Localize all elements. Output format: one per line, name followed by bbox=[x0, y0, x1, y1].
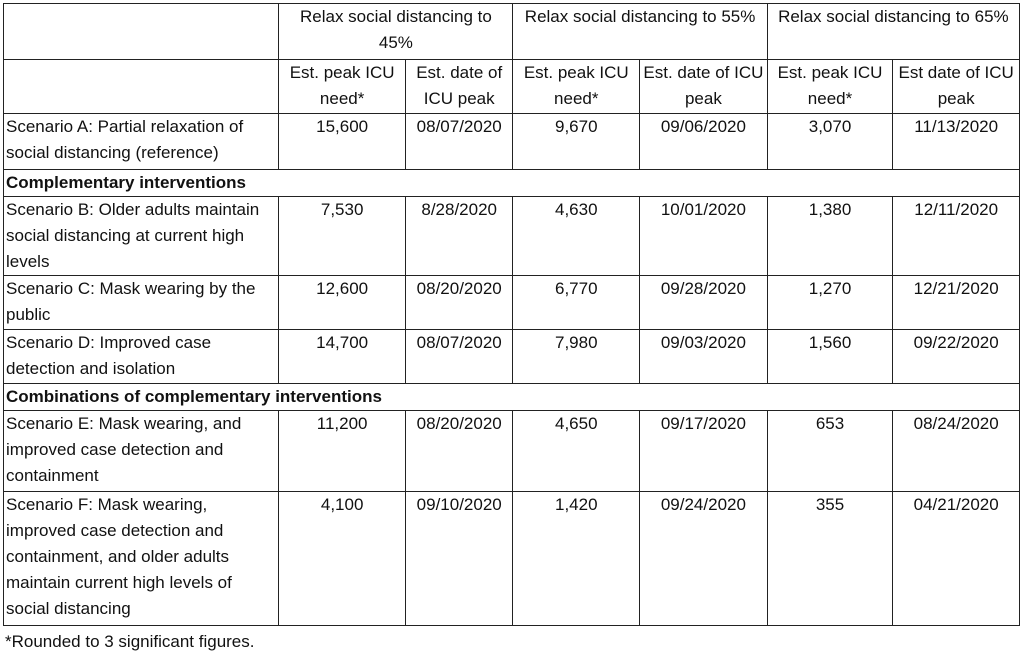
peak-45: 15,600 bbox=[279, 114, 406, 170]
table-row-scenario-c bbox=[4, 276, 1020, 330]
table-row-scenario-e bbox=[4, 411, 1020, 492]
peak-45: 14,700 bbox=[279, 330, 406, 384]
subheader-peak-45: Est. peak ICU need* bbox=[279, 60, 406, 114]
date-65: 12/11/2020 bbox=[893, 197, 1020, 276]
peak-45: 7,530 bbox=[279, 197, 406, 276]
subheader-peak-55: Est. peak ICU need* bbox=[513, 60, 640, 114]
peak-45: 11,200 bbox=[279, 411, 406, 492]
peak-65: 1,270 bbox=[767, 276, 893, 330]
header-group-45: Relax social distancing to 45% bbox=[279, 4, 513, 60]
date-45: 09/10/2020 bbox=[405, 492, 513, 626]
date-55: 09/06/2020 bbox=[640, 114, 768, 170]
date-45: 08/07/2020 bbox=[405, 114, 513, 170]
peak-55: 7,980 bbox=[513, 330, 640, 384]
subheader-date-65: Est date of ICU peak bbox=[893, 60, 1020, 114]
section-heading: Combinations of complementary interventions bbox=[4, 384, 1020, 411]
table-row-scenario-a bbox=[4, 114, 1020, 170]
peak-55: 4,630 bbox=[513, 197, 640, 276]
section-heading: Complementary interventions bbox=[4, 170, 1020, 197]
table-row-scenario-d bbox=[4, 330, 1020, 384]
date-65: 08/24/2020 bbox=[893, 411, 1020, 492]
header-group-65: Relax social distancing to 65% bbox=[767, 4, 1019, 60]
section-row-combinations bbox=[4, 384, 1020, 411]
header-sub-row bbox=[4, 60, 1020, 114]
date-45: 08/20/2020 bbox=[405, 276, 513, 330]
peak-65: 1,380 bbox=[767, 197, 893, 276]
date-65: 11/13/2020 bbox=[893, 114, 1020, 170]
date-55: 09/28/2020 bbox=[640, 276, 768, 330]
header-blank-cell bbox=[4, 60, 279, 114]
section-row-complementary bbox=[4, 170, 1020, 197]
header-group-55: Relax social distancing to 55% bbox=[513, 4, 767, 60]
date-65: 12/21/2020 bbox=[893, 276, 1020, 330]
date-45: 08/07/2020 bbox=[405, 330, 513, 384]
date-65: 04/21/2020 bbox=[893, 492, 1020, 626]
peak-65: 3,070 bbox=[767, 114, 893, 170]
peak-55: 6,770 bbox=[513, 276, 640, 330]
header-corner-cell bbox=[4, 4, 279, 60]
row-label: Scenario B: Older adults maintain social distancing at current high levels bbox=[4, 197, 279, 276]
peak-65: 1,560 bbox=[767, 330, 893, 384]
peak-65: 653 bbox=[767, 411, 893, 492]
date-45: 08/20/2020 bbox=[405, 411, 513, 492]
subheader-date-45: Est. date of ICU peak bbox=[405, 60, 513, 114]
header-group-row bbox=[4, 4, 1020, 60]
date-55: 09/17/2020 bbox=[640, 411, 768, 492]
peak-45: 12,600 bbox=[279, 276, 406, 330]
table-row-scenario-b bbox=[4, 197, 1020, 276]
peak-45: 4,100 bbox=[279, 492, 406, 626]
row-label: Scenario A: Partial relaxation of social distancing (reference) bbox=[4, 114, 279, 170]
icu-peak-table bbox=[3, 3, 1020, 626]
row-label: Scenario F: Mask wearing, improved case detection and containment, and older adults maintain current high levels of social distancing bbox=[4, 492, 279, 626]
peak-55: 4,650 bbox=[513, 411, 640, 492]
subheader-date-55: Est. date of ICU peak bbox=[640, 60, 768, 114]
date-45: 8/28/2020 bbox=[405, 197, 513, 276]
peak-55: 1,420 bbox=[513, 492, 640, 626]
date-55: 09/03/2020 bbox=[640, 330, 768, 384]
date-55: 09/24/2020 bbox=[640, 492, 768, 626]
table-row-scenario-f bbox=[4, 492, 1020, 626]
row-label: Scenario E: Mask wearing, and improved case detection and containment bbox=[4, 411, 279, 492]
date-65: 09/22/2020 bbox=[893, 330, 1020, 384]
peak-65: 355 bbox=[767, 492, 893, 626]
date-55: 10/01/2020 bbox=[640, 197, 768, 276]
subheader-peak-65: Est. peak ICU need* bbox=[767, 60, 893, 114]
row-label: Scenario C: Mask wearing by the public bbox=[4, 276, 279, 330]
peak-55: 9,670 bbox=[513, 114, 640, 170]
row-label: Scenario D: Improved case detection and isolation bbox=[4, 330, 279, 384]
footnote: *Rounded to 3 significant figures. bbox=[5, 632, 255, 651]
